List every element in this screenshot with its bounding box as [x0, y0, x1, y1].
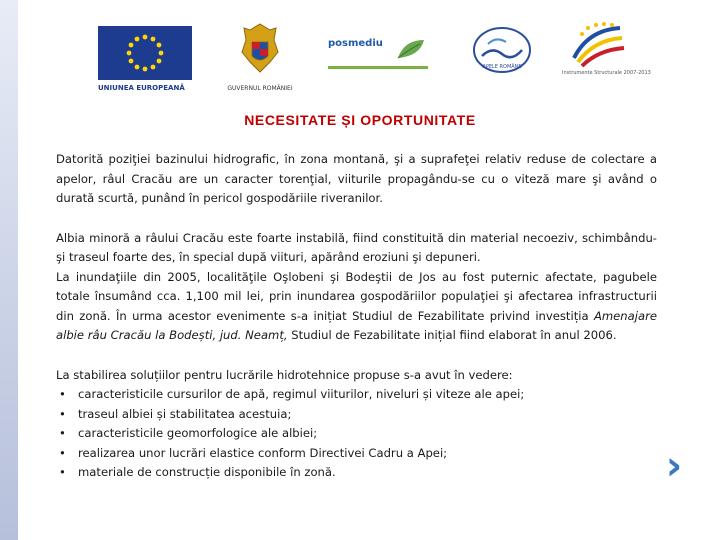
- list-item: • materiale de construcție disponibile în zonă.: [56, 463, 657, 483]
- romanian-government-logo: [222, 22, 298, 98]
- list-item: • caracteristicile geomorfologice ale albiei;: [56, 424, 657, 444]
- list-item: • realizarea unor lucrări elastice conform Directivei Cadru a Apei;: [56, 444, 657, 464]
- floods-text-start: La inundaţiile din 2005, localităţile Oşlobeni şi Bodeştii de Jos au fost puternic afectate, pagubele totale însumând cca. 1,100 mil lei, prin inundarea gospodăriilor populaţiei şi afectarea infrastructurii din zonă. În urma acestor evenimente s-a inițiat Studiul de Fezabilitate privind investiția: [56, 269, 657, 323]
- next-slide-chevron-icon[interactable]: ›: [665, 443, 683, 489]
- eu-logo: [98, 26, 192, 96]
- list-intro: La stabilirea soluțiilor pentru lucrările hidrotehnice propuse s-a avut în vedere:: [56, 367, 513, 382]
- leaf-icon: [394, 36, 428, 62]
- paragraph-floods-2005: [56, 268, 657, 346]
- water-wave-icon: [470, 26, 534, 78]
- eu-caption: UNIUNEA EUROPEANĂ: [98, 84, 185, 92]
- posmediu-text: posmediu: [328, 38, 383, 49]
- posmediu-logo: [326, 34, 430, 82]
- star-arc-icon: [568, 20, 626, 68]
- project-title-italic: Amenajare albie râu Cracău la Bodești, jud. Neamț,: [56, 308, 657, 342]
- coat-of-arms-icon: [240, 22, 280, 76]
- floods-text-end: Studiul de Fezabilitate inițial fiind elaborat în anul 2006.: [287, 328, 617, 342]
- ins-caption: Instrumente Structurale 2007-2013: [562, 70, 651, 76]
- gov-caption: GUVERNUL ROMÂNIEI: [227, 85, 293, 92]
- list-item: • traseul albiei și stabilitatea acestuia;: [56, 405, 657, 425]
- apele-romane-logo: [470, 26, 538, 86]
- paragraph-riverbed-instability: Albia minoră a râului Cracău este foarte instabilă, fiind constituită din material necoeziv, schimbându-şi traseul foarte des, în special după viituri, apărând eroziuni şi depuneri.: [56, 230, 657, 264]
- instrumente-structurale-logo: [562, 20, 651, 98]
- eu-flag-icon: [98, 26, 192, 80]
- logo-row: [0, 20, 720, 98]
- posmediu-tagline-bar: [328, 66, 428, 69]
- list-item: • caracteristicile cursurilor de apă, regimul viiturilor, niveluri și viteze ale apei;: [56, 385, 657, 405]
- aba-caption: APELE ROMÂNE: [482, 64, 522, 70]
- page-title: NECESITATE ȘI OPORTUNITATE: [244, 112, 476, 128]
- criteria-list: [56, 385, 657, 483]
- document-body: [56, 150, 657, 483]
- paragraph-hydro-context: Datorită poziţiei bazinului hidrografic, în zona montană, şi a suprafeţei relativ reduse de colectare a apelor, râul Cracău are un caracter torenţial, viiturile propagându-se cu o viteză mare şi având o durată scurtă, punând în pericol gospodăriile riveranilor.: [56, 152, 657, 205]
